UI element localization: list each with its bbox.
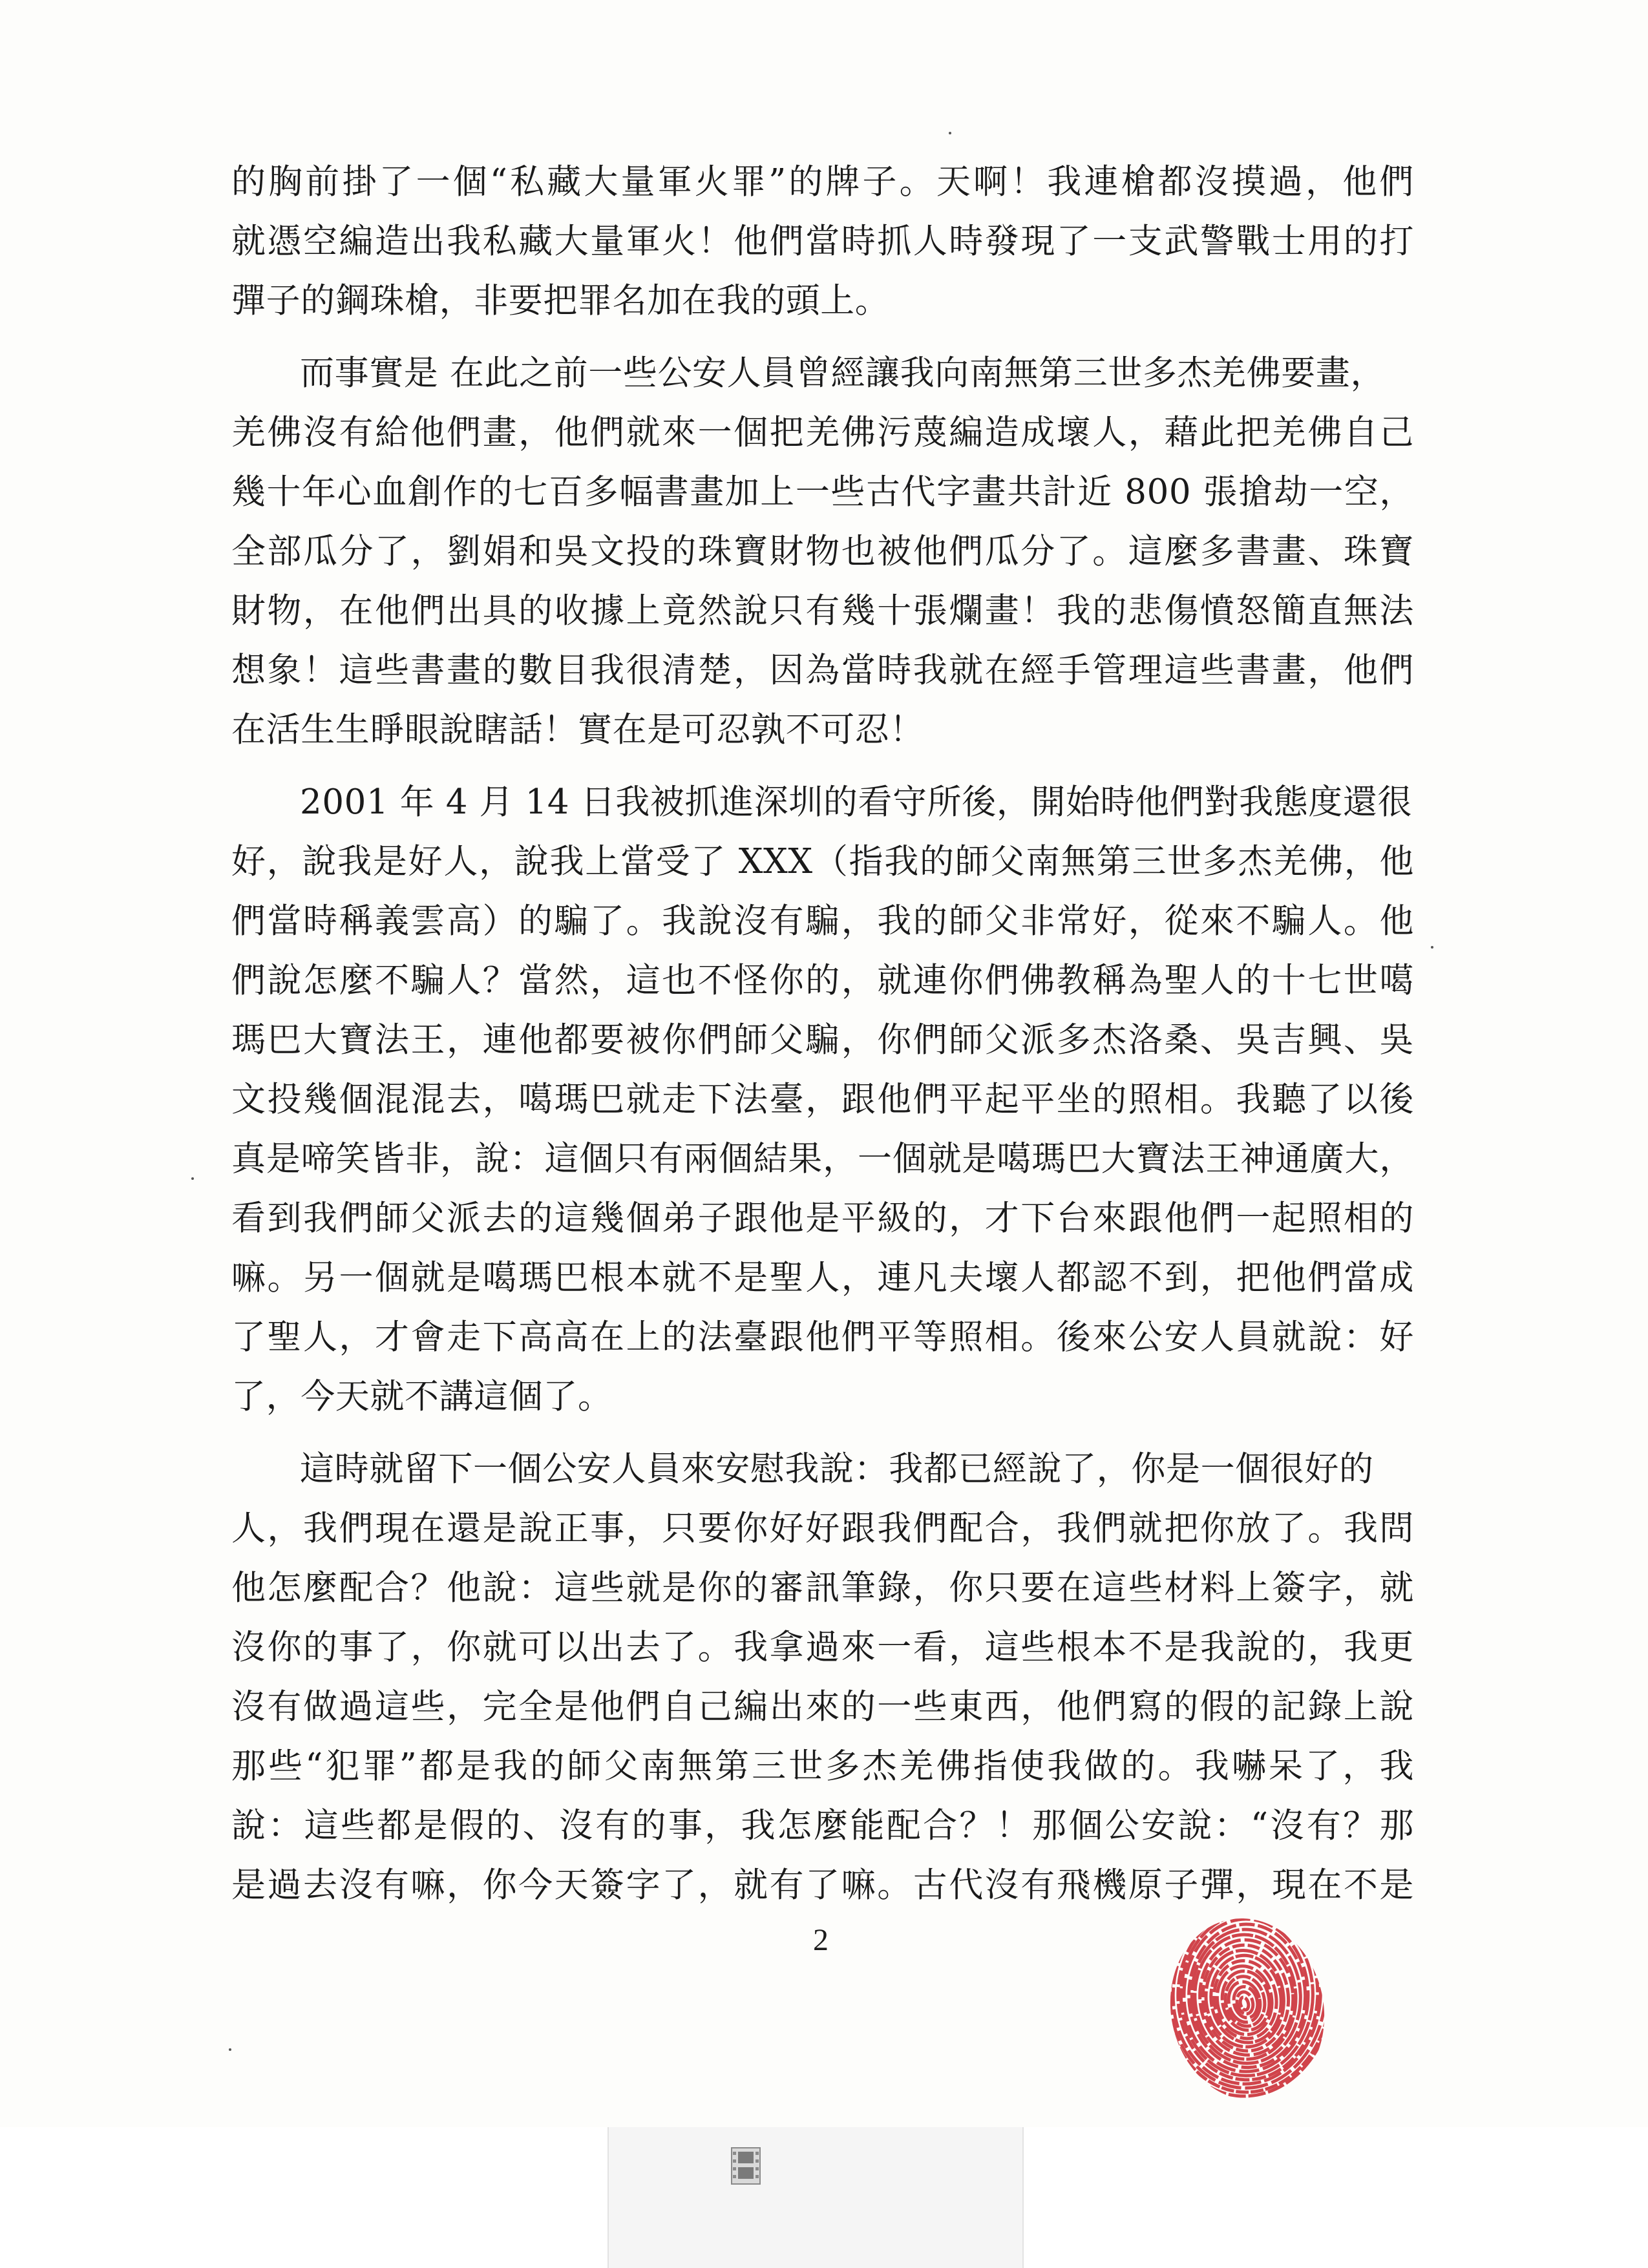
- text-line: 瑪巴大寶法王，連他都要被你們師父騙，你們師父派多杰洛桑、吳吉興、吳: [231, 1020, 1414, 1060]
- text-line: 是過去沒有嘛，你今天簽字了，就有了嘛。古代沒有飛機原子彈，現在不是: [231, 1865, 1414, 1905]
- scan-speck: [1431, 946, 1433, 949]
- text-line: 文投幾個混混去，噶瑪巴就走下法臺，跟他們平起平坐的照相。我聽了以後: [231, 1080, 1414, 1119]
- text-line: 2001 年 4 月 14 日我被抓進深圳的看守所後，開始時他們對我態度還很: [300, 782, 1413, 822]
- text-line: 彈子的鋼珠槍，非要把罪名加在我的頭上。: [231, 281, 890, 320]
- text-line: 真是啼笑皆非，說：這個只有兩個結果，一個就是噶瑪巴大寶法王神通廣大，: [231, 1139, 1414, 1179]
- fingerprint-icon: [1163, 1913, 1331, 2106]
- scan-bottom-strip: [0, 2127, 1648, 2268]
- text-line: 的胸前掛了一個“私藏大量軍火罪”的牌子。天啊！我連槍都沒摸過，他們: [231, 162, 1414, 202]
- text-line: 那些“犯罪”都是我的師父南無第三世多杰羌佛指使我做的。我嚇呆了，我: [231, 1747, 1414, 1786]
- text-line: 幾十年心血創作的七百多幅書畫加上一些古代字畫共計近 800 張搶劫一空，: [231, 472, 1414, 512]
- page-number: 2: [813, 1923, 829, 1957]
- text-line: 財物，在他們出具的收據上竟然說只有幾十張爛畫！我的悲傷憤怒簡直無法: [231, 591, 1414, 631]
- text-line: 想象！這些書畫的數目我很清楚，因為當時我就在經手管理這些書畫，他們: [231, 651, 1414, 690]
- text-line: 看到我們師父派去的這幾個弟子跟他是平級的，才下台來跟他們一起照相的: [231, 1199, 1414, 1238]
- text-line: 好，說我是好人，說我上當受了 XXX（指我的師父南無第三世多杰羌佛，他: [231, 842, 1414, 881]
- text-line: 就憑空編造出我私藏大量軍火！他們當時抓人時發現了一支武警戰士用的打: [231, 222, 1414, 261]
- text-line: 們當時稱義雲高）的騙了。我說沒有騙，我的師父非常好，從來不騙人。他: [231, 901, 1414, 941]
- fingerprint-ridge: [1175, 1913, 1320, 2083]
- scan-speck: [191, 1177, 194, 1180]
- text-line: 全部瓜分了，劉娟和吳文投的珠寶財物也被他們瓜分了。這麼多書畫、珠寶: [231, 532, 1414, 571]
- text-line: 這時就留下一個公安人員來安慰我說：我都已經說了，你是一個很好的: [300, 1449, 1374, 1489]
- text-line: 了，今天就不講這個了。: [231, 1377, 613, 1416]
- scan-speck: [949, 132, 951, 134]
- text-line: 在活生生睜眼說瞎話！實在是可忍孰不可忍！: [231, 710, 924, 750]
- film-strip-icon: [730, 2147, 761, 2185]
- text-line: 羌佛沒有給他們畫，他們就來一個把羌佛污蔑編造成壞人，藉此把羌佛自己: [231, 413, 1414, 452]
- text-line: 人，我們現在還是說正事，只要你好好跟我們配合，我們就把你放了。我問: [231, 1509, 1414, 1548]
- text-line: 他怎麼配合？他說：這些就是你的審訊筆錄，你只要在這些材料上簽字，就: [231, 1568, 1414, 1608]
- text-line: 沒有做過這些，完全是他們自己編出來的一些東西，他們寫的假的記錄上說: [231, 1687, 1414, 1727]
- text-line: 們說怎麼不騙人？當然，這也不怪你的，就連你們佛教稱為聖人的十七世噶: [231, 961, 1414, 1000]
- scan-tab: [607, 2127, 1024, 2268]
- document-body: [231, 152, 1414, 1915]
- text-line: 說：這些都是假的、沒有的事，我怎麼能配合？！那個公安說：“沒有？那: [231, 1806, 1414, 1845]
- scan-speck: [229, 2048, 231, 2051]
- text-line: 沒你的事了，你就可以出去了。我拿過來一看，這些根本不是我說的，我更: [231, 1628, 1414, 1667]
- text-line: 嘛。另一個就是噶瑪巴根本就不是聖人，連凡夫壞人都認不到，把他們當成: [231, 1258, 1414, 1297]
- text-line: 而事實是 在此之前一些公安人員曾經讓我向南無第三世多杰羌佛要畫，: [300, 353, 1386, 393]
- text-line: 了聖人，才會走下高高在上的法臺跟他們平等照相。後來公安人員就說：好: [231, 1318, 1414, 1357]
